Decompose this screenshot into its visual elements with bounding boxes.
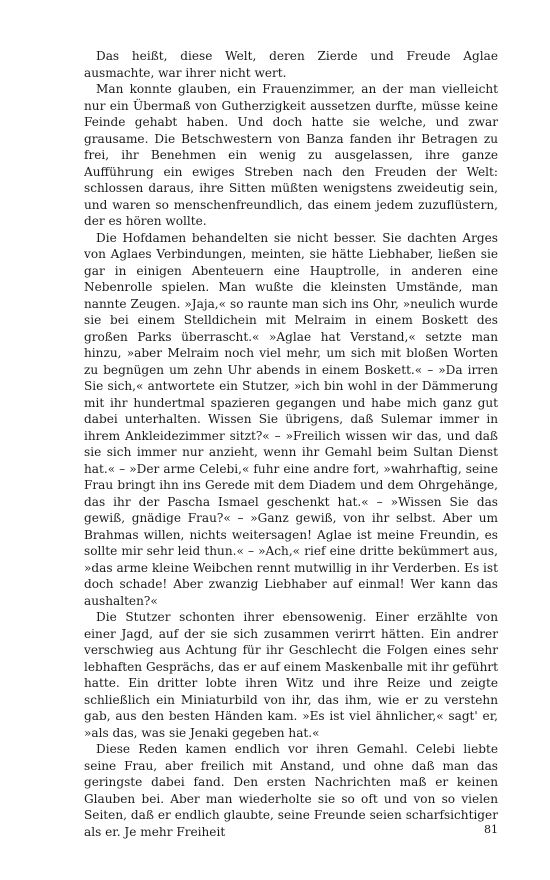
page-body xyxy=(84,48,498,840)
page-number: 81 xyxy=(484,823,498,836)
paragraph-2: Man konnte glauben, ein Frauenzimmer, an der man vielleicht nur ein Übermaß von Gutherzigkeit aussetzen durfte, müsse keine Feinde gehabt haben. Und doch hatte sie welche, und zwar grausame. Die Betschwestern von Banza fanden ihr Betragen zu frei, ihr Benehmen ein wenig zu ausgelassen, ihre ganze Aufführung ein ewiges Streben nach den Freuden der Welt: schlossen daraus, ihre Sitten müßten wenigstens zweideutig sein, und waren so menschenfreundlich, das einem jedem zuzuflüstern, der es hören wollte. xyxy=(84,82,498,228)
paragraph-3: Die Hofdamen behandelten sie nicht besser. Sie dachten Arges von Aglaes Verbindungen, meinten, sie hätte Liebhaber, ließen sie gar in einigen Abenteuern eine Hauptrolle, in anderen eine Nebenrolle spielen. Man wußte die kleinsten Umstände, man nannte Zeugen. »Jaja,« so raunte man sich ins Ohr, »neulich wurde sie bei einem Stelldichein mit Melraim in einem Boskett des großen Parks überrascht.« »Aglae hat Verstand,« setzte man hinzu, »aber Melraim noch viel mehr, um sich mit bloßen Worten zu begnügen um zehn Uhr abends in einem Boskett.« – »Da irren Sie sich,« antwortete ein Stutzer, »ich bin wohl in der Dämmerung mit ihr hundertmal spazieren gegangen und habe mich ganz gut dabei unterhalten. Wissen Sie übrigens, daß Sulemar immer in ihrem Ankleidezimmer sitzt?« – »Freilich wissen wir das, und daß sie sich immer nur anzieht, wenn ihr Gemahl beim Sultan Dienst hat.« – »Der arme Celebi,« fuhr eine andre fort, »wahrhaftig, seine Frau bringt ihn ins Gerede mit dem Diadem und dem Ohrgehänge, das ihr der Pascha Ismael geschenkt hat.« – »Wissen Sie das gewiß, gnädige Frau?« – »Ganz gewiß, von ihr selbst. Aber um Brahmas willen, nichts weitersagen! Aglae ist meine Freundin, es sollte mir sehr leid thun.« – »Ach,« rief eine dritte bekümmert aus, »das arme kleine Weibchen rennt mutwillig in ihr Verderben. Es ist doch schade! Aber zwanzig Liebhaber auf einmal! Wer kann das aushalten?« xyxy=(84,230,498,608)
paragraph-4: Die Stutzer schonten ihrer ebensowenig. Einer erzählte von einer Jagd, auf der sie sich zusammen verirrt hätten. Ein andrer verschwieg aus Achtung für ihr Geschlecht die Folgen eines sehr lebhaften Gesprächs, das er auf einem Maskenballe mit ihr geführt hatte. Ein dritter lobte ihren Witz und ihre Reize und zeigte schließlich ein Miniaturbild von ihr, das ihm, wie er zu verstehn gab, aus den besten Händen kam. »Es ist viel ähnlicher,« sagt' er, »als das, was sie Jenaki gegeben hat.« xyxy=(84,610,498,740)
paragraph-1: Das heißt, diese Welt, deren Zierde und Freude Aglae ausmachte, war ihrer nicht wert. xyxy=(84,49,498,80)
paragraph-5: Diese Reden kamen endlich vor ihren Gemahl. Celebi liebte seine Frau, aber freilich mit Anstand, und ohne daß man das geringste dabei fand. Den ersten Nachrichten maß er keinen Glauben bei. Aber man wiederholte sie so oft und von so vielen Seiten, daß er endlich glaubte, seine Freunde seien scharfsichtiger als er. Je mehr Freiheit xyxy=(84,742,498,839)
